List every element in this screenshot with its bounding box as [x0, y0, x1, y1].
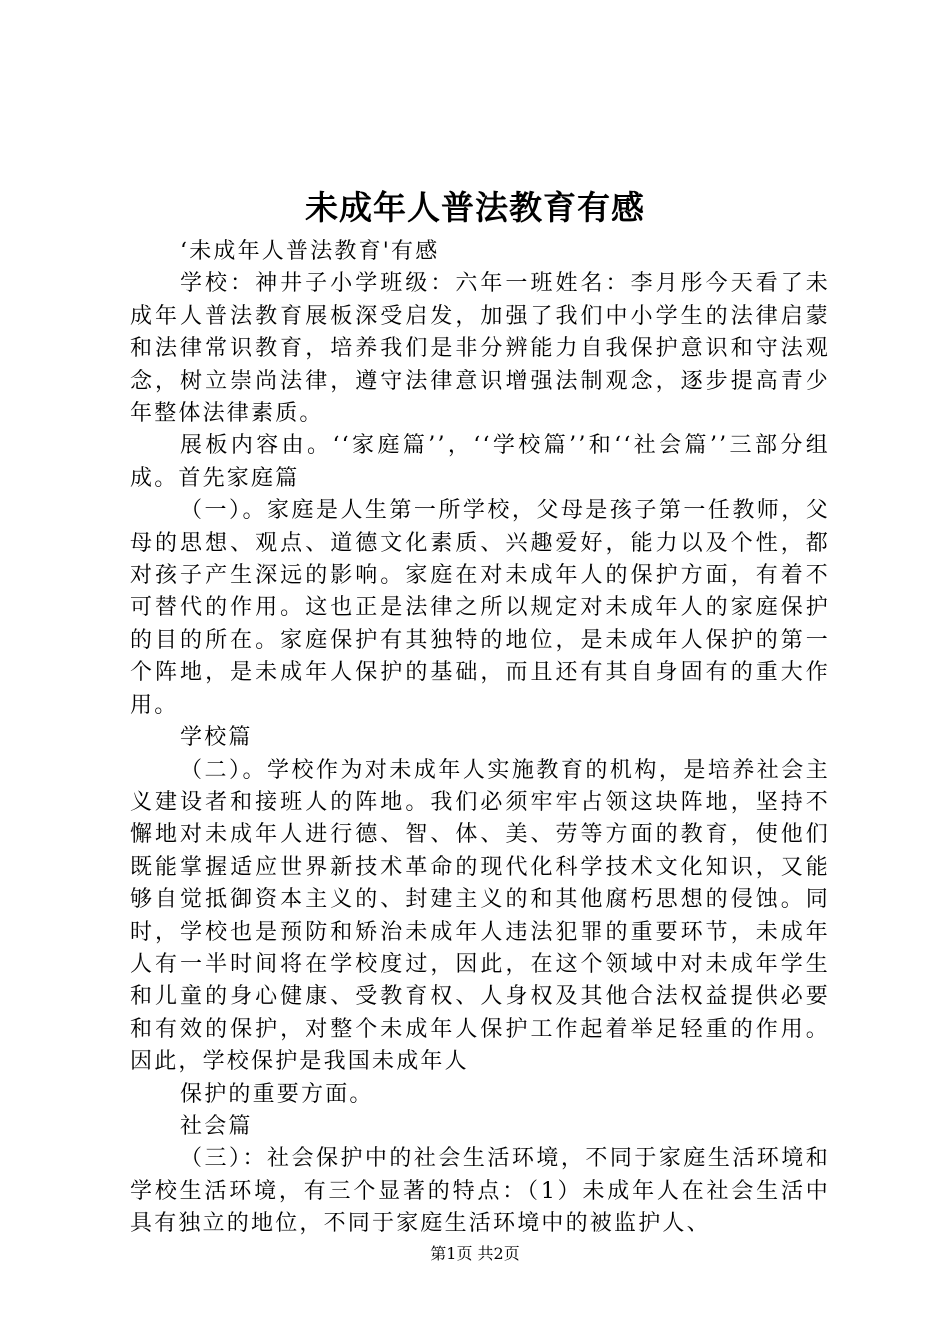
- intro-paragraph: 学校：神井子小学班级：六年一班姓名：李月彤今天看了未成年人普法教育展板深受启发，加强了我们中小学生的法律启蒙和法律常识教育，培养我们是非分辨能力自我保护意识和守法观念，树立崇尚法律，遵守法律意识增强法制观念，逐步提高青少年整体法律素质。: [130, 271, 830, 427]
- document-title: 未成年人普法教育有感: [305, 188, 645, 227]
- society-heading: 社会篇: [180, 1113, 253, 1139]
- overview-paragraph: 展板内容由。‘‘家庭篇’’，‘‘学校篇’’和‘‘社会篇’’三部分组成。首先家庭篇: [130, 433, 830, 491]
- page-number-footer: 第1页 共2页: [430, 1244, 520, 1263]
- family-paragraph: （一）。家庭是人生第一所学校，父母是孩子第一任教师，父母的思想、观点、道德文化素质、兴趣爱好，能力以及个性，都对孩子产生深远的影响。家庭在对未成年人的保护方面，有着不可替代的作用。这也正是法律之所以规定对未成年人的家庭保护的目的所在。家庭保护有其独特的地位，是未成年人保护的第一个阵地，是未成年人保护的基础，而且还有其自身固有的重大作用。: [130, 498, 830, 718]
- school-heading: 学校篇: [180, 725, 253, 751]
- document-body: [130, 236, 830, 1241]
- school-paragraph-continued: 保护的重要方面。: [180, 1081, 374, 1107]
- society-paragraph: （三）：社会保护中的社会生活环境，不同于家庭生活环境和学校生活环境，有三个显著的特点：（1）未成年人在社会生活中具有独立的地位，不同于家庭生活环境中的被监护人、: [130, 1146, 830, 1237]
- school-paragraph: （二）。学校作为对未成年人实施教育的机构，是培养社会主义建设者和接班人的阵地。我们必须牢牢占领这块阵地，坚持不懈地对未成年人进行德、智、体、美、劳等方面的教育，使他们既能掌握适应世界新技术革命的现代化科学技术文化知识，又能够自觉抵御资本主义的、封建主义的和其他腐朽思想的侵蚀。同时，学校也是预防和矫治未成年人违法犯罪的重要环节，未成年人有一半时间将在学校度过，因此，在这个领域中对未成年学生和儿童的身心健康、受教育权、人身权及其他合法权益提供必要和有效的保护，对整个未成年人保护工作起着举足轻重的作用。因此，学校保护是我国未成年人: [130, 757, 830, 1075]
- subtitle-paragraph: ‘未成年人普法教育'有感: [180, 239, 440, 264]
